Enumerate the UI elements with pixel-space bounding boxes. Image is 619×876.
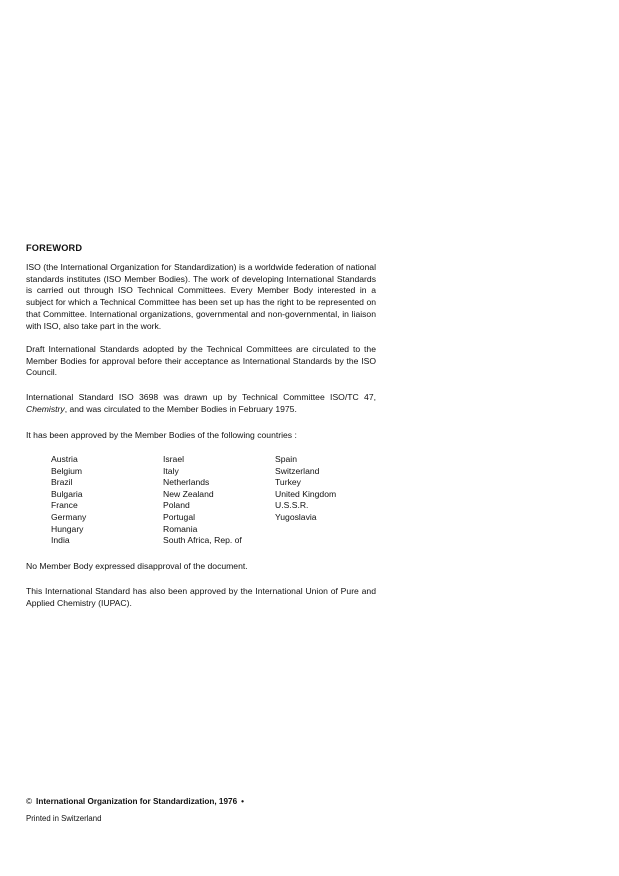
country-item: Poland (163, 500, 190, 511)
foreword-heading: FOREWORD (26, 243, 83, 253)
country-item: Brazil (51, 477, 73, 488)
country-column-2 (163, 454, 275, 547)
country-item: New Zealand (163, 488, 214, 499)
foreword-paragraph-iupac: This International Standard has also been approved by the International Union of Pure and Applied Chemistry (IUPAC). (26, 586, 376, 608)
country-item: Belgium (51, 465, 83, 476)
bullet-icon: • (241, 797, 244, 806)
foreword-paragraph-no-disapproval: No Member Body expressed disapproval of the document. (26, 561, 248, 571)
foreword-paragraph-approval: It has been approved by the Member Bodies of the following countries : (26, 430, 297, 440)
copyright-icon: © (26, 797, 33, 806)
country-column-3 (275, 454, 381, 547)
copyright-line (26, 797, 244, 806)
country-item: United Kingdom (275, 488, 337, 499)
country-item: Germany (51, 511, 87, 522)
country-item: Switzerland (275, 465, 320, 476)
country-item: Israel (163, 454, 185, 464)
country-item: India (51, 535, 70, 546)
foreword-paragraph-drafts: Draft International Standards adopted by the Technical Committees are circulated to the Member Bodies for approval before their acceptance as International Standards by the ISO Council. (26, 344, 376, 378)
printed-in-note: Printed in Switzerland (26, 814, 102, 823)
country-item: Turkey (275, 477, 301, 488)
country-item: U.S.S.R. (275, 500, 309, 511)
country-item: Yugoslavia (275, 511, 317, 522)
foreword-paragraph-iso-intro: ISO (the International Organization for Standardization) is a worldwide federation of national standards institutes (ISO Member Bodies). The work of developing International Standards is carried out through ISO Technical Committees. Every Member Body interested in a subject for which a Technical Committee has been set up has the right to be represented on that Committee. International organizations, governmental and non-governmental, in liaison with ISO, also take part in the work. (26, 262, 376, 331)
committee-name: Chemistry (26, 403, 65, 414)
country-item: Bulgaria (51, 488, 83, 499)
country-item: Romania (163, 523, 198, 534)
origin-text-end: , and was circulated to the Member Bodies in February 1975. (64, 403, 297, 414)
country-item: Portugal (163, 511, 196, 522)
country-item: Netherlands (163, 477, 210, 488)
country-item: Hungary (51, 523, 84, 534)
country-item: Spain (275, 454, 297, 464)
country-column-1 (51, 454, 163, 547)
copyright-text: International Organization for Standardization, 1976 (36, 797, 238, 806)
country-item: Italy (163, 465, 179, 476)
country-item: South Africa, Rep. of (163, 535, 242, 546)
country-item: France (51, 500, 78, 511)
origin-text-start: International Standard ISO 3698 was drawn up by Technical Committee ISO/TC 47, (26, 392, 376, 402)
foreword-paragraph-origin (26, 392, 376, 415)
country-item: Austria (51, 454, 78, 464)
country-list (51, 454, 381, 547)
